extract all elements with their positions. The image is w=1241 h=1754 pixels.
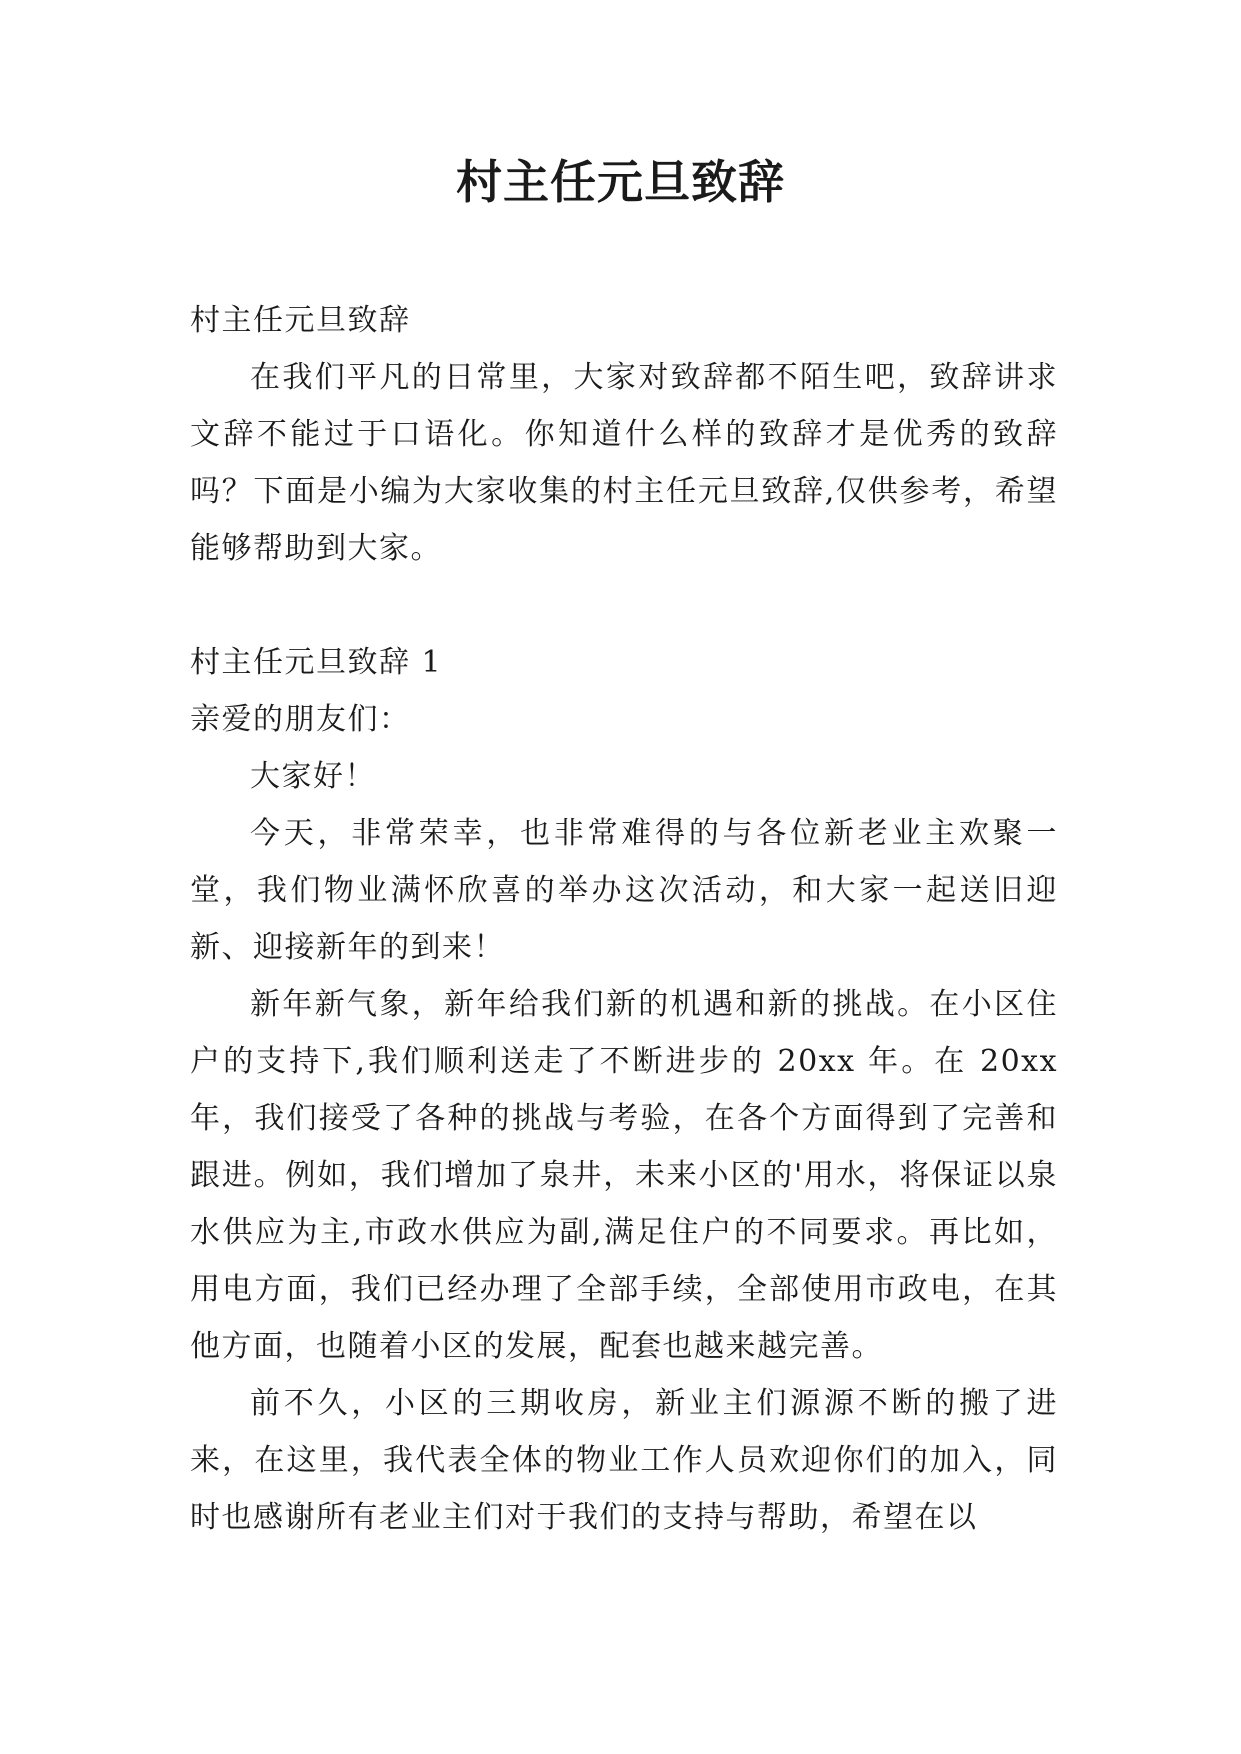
document-body xyxy=(190,292,1058,1546)
salutation: 亲爱的朋友们： xyxy=(190,702,411,737)
document-title: 村主任元旦致辞 xyxy=(456,155,785,209)
intro-heading: 村主任元旦致辞 xyxy=(190,303,411,338)
body-paragraph: 前不久，小区的三期收房，新业主们源源不断的搬了进来，在这里，我代表全体的物业工作人员欢迎你们的加入，同时也感谢所有老业主们对于我们的支持与帮助，希望在以 xyxy=(190,1386,1058,1535)
section-heading: 村主任元旦致辞 1 xyxy=(190,645,443,680)
paragraph-gap xyxy=(190,577,1058,634)
intro-paragraph: 在我们平凡的日常里，大家对致辞都不陌生吧，致辞讲求文辞不能过于口语化。你知道什么样的致辞才是优秀的致辞吗？下面是小编为大家收集的村主任元旦致辞,仅供参考，希望能够帮助到大家。 xyxy=(190,360,1058,566)
body-paragraph: 新年新气象，新年给我们新的机遇和新的挑战。在小区住户的支持下,我们顺利送走了不断进步的 20xx 年。在 20xx 年，我们接受了各种的挑战与考验，在各个方面得到了完善和跟进。例如，我们增加了泉井，未来小区的'用水，将保证以泉水供应为主,市政水供应为副,满足住户的不同要求。再比如，用电方面，我们已经办理了全部手续，全部使用市政电，在其他方面，也随着小区的发展，配套也越来越完善。 xyxy=(190,987,1058,1364)
body-paragraph: 今天，非常荣幸，也非常难得的与各位新老业主欢聚一堂，我们物业满怀欣喜的举办这次活动，和大家一起送旧迎新、迎接新年的到来！ xyxy=(190,816,1058,965)
greeting: 大家好！ xyxy=(250,759,376,794)
